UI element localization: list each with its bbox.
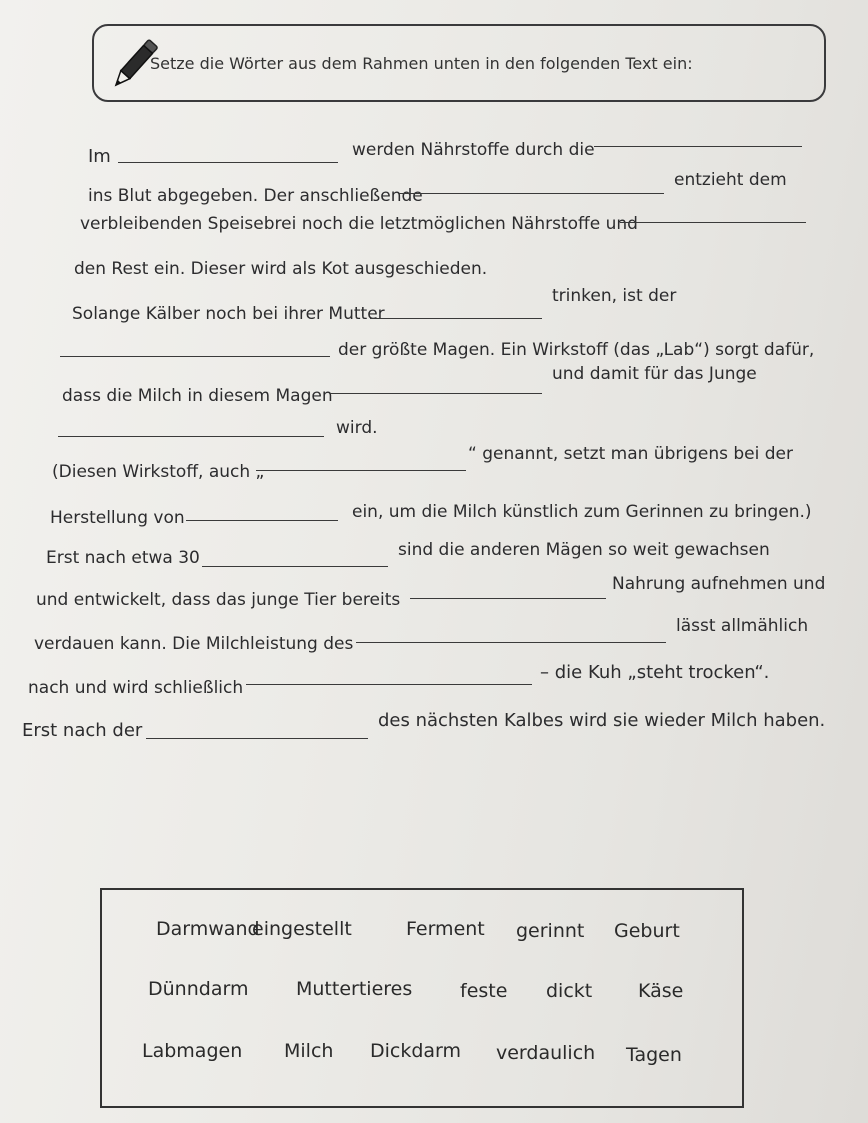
text-fragment: ins Blut abgegeben. Der anschließende <box>88 186 423 206</box>
word-bank-item[interactable]: dickt <box>546 980 593 1002</box>
word-bank-item[interactable]: verdaulich <box>496 1042 596 1064</box>
blank-5[interactable] <box>370 318 542 319</box>
word-bank-item[interactable]: Ferment <box>406 918 485 940</box>
text-fragment: wird. <box>336 418 378 438</box>
word-bank-item[interactable]: Labmagen <box>142 1040 243 1062</box>
blank-2[interactable] <box>594 146 802 147</box>
blank-9[interactable] <box>256 470 466 471</box>
blank-7[interactable] <box>330 393 542 394</box>
text-fragment: verdauen kann. Die Milchleistung des <box>34 634 354 654</box>
text-fragment: sind die anderen Mägen so weit gewachsen <box>398 540 770 560</box>
word-bank-item[interactable]: Tagen <box>626 1044 682 1066</box>
blank-11[interactable] <box>202 566 388 567</box>
text-fragment: und damit für das Junge <box>552 364 757 384</box>
blank-6[interactable] <box>60 356 330 357</box>
text-fragment: – die Kuh „steht trocken“. <box>540 662 770 683</box>
text-fragment: Herstellung von <box>50 508 185 528</box>
blank-10[interactable] <box>186 520 338 521</box>
text-fragment: der größte Magen. Ein Wirkstoff (das „Lab“) sorgt dafür, <box>338 340 815 360</box>
instruction-text: Setze die Wörter aus dem Rahmen unten in den folgenden Text ein: <box>150 54 693 73</box>
blank-14[interactable] <box>246 684 532 685</box>
text-fragment: lässt allmählich <box>676 616 809 636</box>
word-bank-item[interactable]: feste <box>460 980 508 1002</box>
word-bank-item[interactable]: gerinnt <box>516 920 585 942</box>
blank-13[interactable] <box>356 642 666 643</box>
text-fragment: nach und wird schließlich <box>28 678 244 698</box>
text-fragment: Erst nach etwa 30 <box>46 548 200 568</box>
text-fragment: verbleibenden Speisebrei noch die letztmöglichen Nährstoffe und <box>80 214 638 234</box>
text-fragment: Im <box>88 146 111 167</box>
blank-15[interactable] <box>146 738 368 739</box>
word-bank-item[interactable]: eingestellt <box>252 918 352 940</box>
text-fragment: werden Nährstoffe durch die <box>352 140 595 160</box>
word-bank-item[interactable]: Muttertieres <box>296 978 413 1000</box>
text-fragment: ein, um die Milch künstlich zum Gerinnen zu bringen.) <box>352 502 812 522</box>
word-bank-item[interactable]: Milch <box>284 1040 334 1062</box>
text-fragment: trinken, ist der <box>552 286 677 306</box>
word-bank-item[interactable]: Käse <box>638 980 684 1002</box>
word-bank-frame <box>100 888 744 1108</box>
text-fragment: und entwickelt, dass das junge Tier bereits <box>36 590 401 610</box>
text-fragment: dass die Milch in diesem Magen <box>62 386 333 406</box>
word-bank-item[interactable]: Geburt <box>614 920 680 942</box>
word-bank-item[interactable]: Dickdarm <box>370 1040 462 1062</box>
blank-4[interactable] <box>620 222 806 223</box>
text-fragment: “ genannt, setzt man übrigens bei der <box>468 444 793 464</box>
word-bank-item[interactable]: Darmwand <box>156 918 260 940</box>
text-fragment: (Diesen Wirkstoff, auch „ <box>52 462 265 482</box>
text-fragment: entzieht dem <box>674 170 787 190</box>
word-bank-item[interactable]: Dünndarm <box>148 978 249 1000</box>
text-fragment: Erst nach der <box>22 720 143 741</box>
blank-3[interactable] <box>398 193 664 194</box>
text-fragment: Solange Kälber noch bei ihrer Mutter <box>72 304 385 324</box>
text-fragment: des nächsten Kalbes wird sie wieder Milch haben. <box>378 710 826 731</box>
text-fragment: den Rest ein. Dieser wird als Kot ausgeschieden. <box>74 259 488 279</box>
blank-12[interactable] <box>410 598 606 599</box>
text-fragment: Nahrung aufnehmen und <box>612 574 826 594</box>
blank-1[interactable] <box>118 162 338 163</box>
blank-8[interactable] <box>58 436 324 437</box>
